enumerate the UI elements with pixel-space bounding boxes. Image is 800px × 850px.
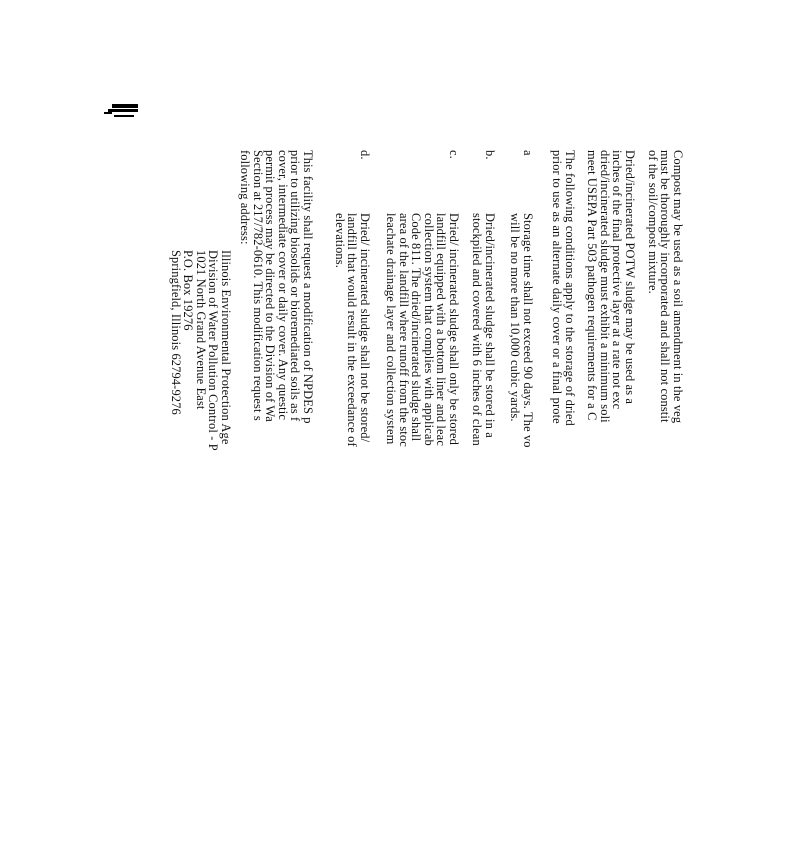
address-line-2: Division of Water Pollution Control - P bbox=[206, 250, 221, 451]
item-c-marker: c. bbox=[447, 150, 461, 159]
modification-line-2: prior to utilizing biosolids or bioremediated soils as f bbox=[288, 150, 303, 422]
item-c-line-1: Dried/ incinerated sludge shall only be stored bbox=[447, 213, 461, 445]
conditions-line-2: prior to use as an alternate daily cover or a final prote bbox=[550, 150, 565, 424]
intro-paragraph bbox=[646, 150, 684, 423]
conditions-line-1: The following conditions apply to the storage of dried bbox=[563, 150, 577, 426]
item-c-text bbox=[384, 213, 460, 447]
item-b-marker: b. bbox=[483, 150, 497, 160]
item-d-line-2: landfill that would result in the exceedance of bbox=[345, 213, 360, 447]
potw-line-1: Dried/incinerated POTW sludge may be used as a bbox=[623, 150, 637, 405]
item-a-marker: a bbox=[521, 150, 535, 156]
intro-line-2: must be thoroughly incorporated and shall not constit bbox=[658, 150, 673, 423]
intro-line-3: of the soil/compost mixture. bbox=[645, 150, 660, 294]
item-c-line-3: collection system that complies with applicab bbox=[421, 213, 436, 446]
item-b-line-2: stockpiled and covered with 6 inches of clean bbox=[470, 213, 485, 446]
item-d-marker: d. bbox=[358, 150, 372, 160]
item-c-line-4: Code 811. The dried/incinerated sludge shall bbox=[409, 213, 424, 442]
item-c-line-5: area of the landfill where runoff from the stoc bbox=[396, 213, 411, 447]
address-line-4: P.O. Box 19276 bbox=[181, 250, 196, 331]
rotated-page bbox=[168, 150, 685, 850]
item-d-line-1: Dried/ incinerated sludge shall not be stored/ bbox=[358, 213, 372, 443]
conditions-paragraph bbox=[551, 150, 576, 426]
item-b-line-1: Dried/incinerated sludge shall be stored in a bbox=[483, 213, 497, 438]
potw-line-4: meet USEPA Part 503 pathogen requirements for a C bbox=[585, 150, 600, 421]
item-a-text bbox=[509, 213, 534, 448]
modification-line-6: following address: bbox=[238, 150, 253, 245]
item-c-line-6: leachate drainage layer and collection system bbox=[384, 213, 399, 445]
item-a-line-2: will be no more than 10,000 cubic yards. bbox=[508, 213, 523, 422]
potw-paragraph bbox=[586, 150, 636, 423]
modification-line-5: Section at 217/782-0610. This modification request s bbox=[250, 150, 265, 421]
item-d-text bbox=[333, 213, 371, 447]
modification-line-4: permit process may be directed to the Division of Wa bbox=[263, 150, 278, 422]
modification-line-3: cover, intermediate cover or daily cover. Any questic bbox=[275, 150, 290, 420]
potw-line-3: dried/incinerated sludge must exhibit a minimum soli bbox=[597, 150, 612, 423]
item-b-text bbox=[471, 213, 496, 446]
scan-artifact-mark bbox=[100, 100, 150, 122]
address-line-5: Springfield, Illinois 62794-9276 bbox=[168, 250, 183, 415]
potw-line-2: inches of the final protective layer at a rate not exc bbox=[610, 150, 625, 410]
item-c-line-2: landfill equipped with a bottom liner and leac bbox=[434, 213, 449, 446]
item-a-line-1: Storage time shall not exceed 90 days. The vo bbox=[521, 213, 535, 448]
intro-line-1: Compost may be used as a soil amendment in the veg bbox=[671, 150, 685, 424]
modification-paragraph bbox=[238, 150, 314, 424]
address-block bbox=[169, 250, 232, 451]
modification-line-1: This facility shall request a modification of NPDES p bbox=[301, 150, 315, 424]
address-line-1: Illinois Environmental Protection Age bbox=[219, 250, 233, 445]
item-d-line-3: elevations. bbox=[332, 213, 347, 268]
address-line-3: 1021 North Grand Avenue East bbox=[193, 250, 208, 410]
